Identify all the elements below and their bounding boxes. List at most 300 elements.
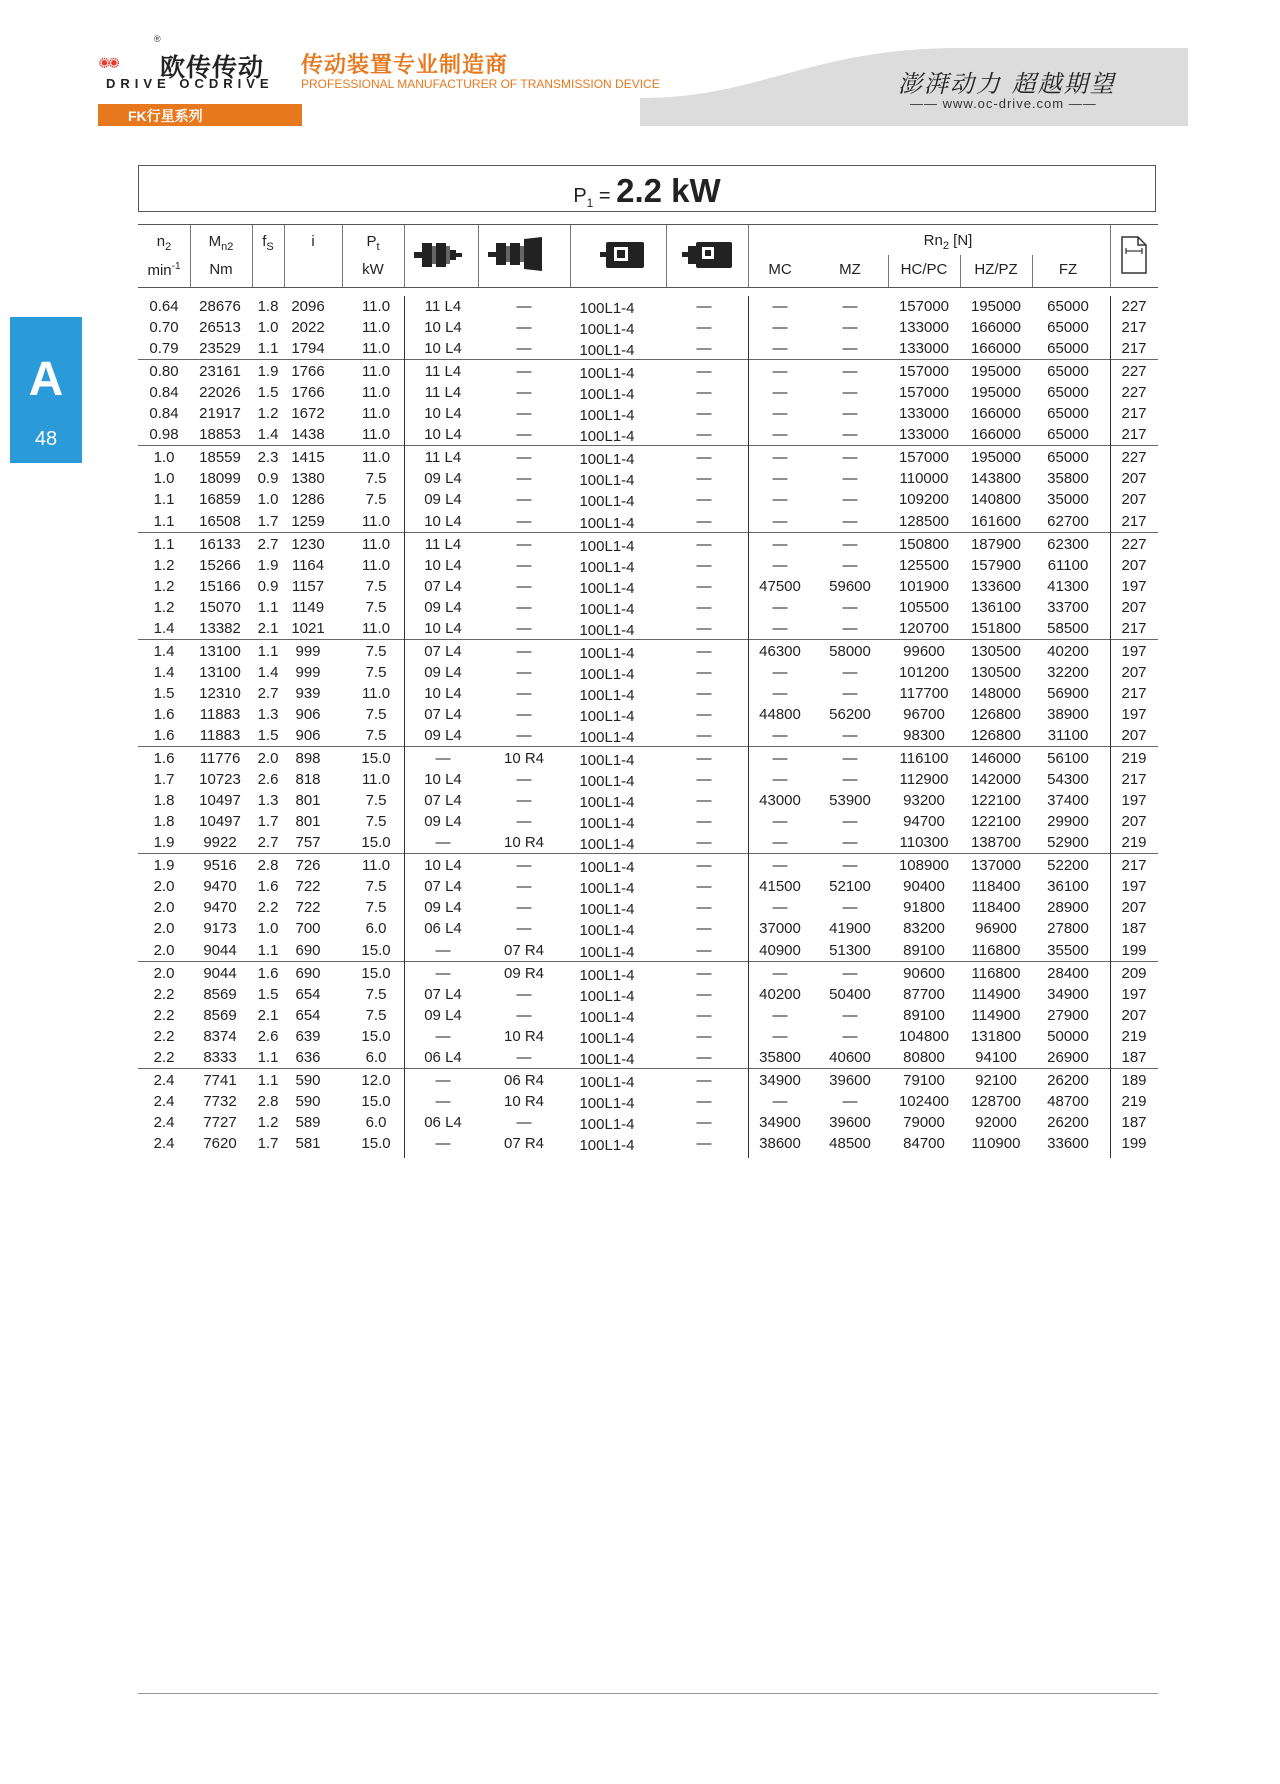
cell-gearbox-l: 07 L4	[424, 577, 462, 595]
cell-pt: 15.0	[361, 750, 391, 768]
cell-hcpc: 84700	[903, 1134, 945, 1152]
cell-page: 197	[1121, 792, 1147, 810]
cell-fs: 1.7	[257, 512, 279, 530]
cell-motor: 100L1-4	[579, 815, 635, 833]
cell-n2: 1.6	[153, 750, 175, 768]
cell-motor-brake: —	[696, 1006, 712, 1024]
cell-i: 636	[295, 1048, 321, 1066]
cell-fz: 65000	[1047, 384, 1089, 402]
cell-fs: 1.1	[257, 941, 279, 959]
cell-pt: 11.0	[361, 535, 391, 553]
cell-hzpz: 116800	[971, 964, 1021, 982]
cell-hzpz: 118400	[971, 878, 1021, 896]
cell-i: 906	[295, 705, 321, 723]
cell-mn2: 15266	[199, 556, 241, 574]
cell-mc: —	[772, 1092, 788, 1110]
cell-i: 1149	[291, 598, 325, 616]
cell-n2: 1.6	[153, 727, 175, 744]
cell-mn2: 8569	[203, 985, 237, 1003]
cell-fz: 35000	[1047, 491, 1089, 509]
cell-fz: 26200	[1047, 1113, 1089, 1131]
cell-gearbox-r: —	[516, 598, 532, 616]
cell-fz: 52200	[1047, 857, 1089, 875]
cell-gearbox-l: 11 L4	[424, 384, 462, 402]
cell-hcpc: 90600	[903, 964, 945, 982]
cell-mc: —	[772, 535, 788, 553]
cell-pt: 15.0	[361, 1092, 391, 1110]
cell-mz: —	[842, 384, 858, 402]
cell-fz: 56100	[1047, 750, 1089, 768]
cell-fs: 2.1	[257, 619, 279, 637]
cell-gearbox-r: —	[516, 449, 532, 467]
cell-gearbox-l: 06 L4	[424, 1048, 462, 1066]
cell-n2: 1.4	[153, 642, 175, 660]
cell-mz: —	[842, 535, 858, 553]
cell-hzpz: 133600	[970, 577, 1022, 595]
cell-motor: 100L1-4	[579, 537, 635, 555]
cell-i: 801	[295, 792, 321, 810]
registered-mark: ®	[154, 34, 161, 44]
cell-fz: 27900	[1047, 1006, 1089, 1024]
cell-gearbox-r: —	[516, 426, 532, 444]
cell-mz: 58000	[829, 642, 871, 660]
cell-page: 197	[1121, 642, 1147, 660]
cell-fz: 34900	[1047, 985, 1089, 1003]
cell-fz: 38900	[1047, 705, 1089, 723]
cell-gearbox-l: 09 L4	[424, 491, 462, 509]
cell-page: 219	[1121, 1092, 1147, 1110]
cell-hzpz: 195000	[970, 384, 1022, 402]
cell-motor-brake: —	[696, 705, 712, 723]
cell-i: 757	[295, 834, 321, 852]
cell-hcpc: 99600	[903, 642, 945, 660]
cell-gearbox-l: 10 L4	[424, 857, 462, 875]
cell-mc: —	[772, 363, 788, 381]
cell-n2: 2.0	[153, 878, 175, 896]
cell-fz: 28400	[1047, 964, 1089, 982]
cell-motor: 100L1-4	[579, 773, 635, 791]
cell-mn2: 7732	[203, 1092, 237, 1110]
cell-mn2: 21917	[199, 405, 241, 423]
cell-page: 189	[1121, 1071, 1147, 1089]
cell-n2: 1.2	[153, 577, 175, 595]
cell-mc: —	[772, 426, 788, 444]
cell-fz: 65000	[1047, 340, 1089, 358]
group-divider	[138, 961, 1158, 962]
cell-hcpc: 133000	[898, 426, 950, 444]
group-divider	[138, 639, 1158, 640]
cell-page: 197	[1121, 985, 1147, 1003]
cell-fs: 1.7	[257, 813, 279, 831]
cell-page: 207	[1121, 598, 1147, 616]
power-symbol: P	[573, 185, 587, 207]
cell-i: 939	[295, 684, 321, 702]
cell-motor: 100L1-4	[579, 558, 635, 576]
cell-motor: 100L1-4	[579, 386, 635, 404]
cell-pt: 15.0	[361, 964, 391, 982]
cell-mn2: 9044	[203, 941, 237, 959]
cell-motor: 100L1-4	[579, 493, 635, 511]
cell-mn2: 9470	[203, 899, 237, 917]
cell-mz: 50400	[829, 985, 871, 1003]
header-pt: $P_t$	[366, 233, 380, 253]
cell-pt: 11.0	[361, 426, 391, 444]
cell-n2: 1.4	[153, 619, 175, 637]
table-row	[138, 317, 1158, 338]
cell-hcpc: 110000	[899, 470, 949, 488]
cell-motor: 100L1-4	[579, 644, 635, 662]
cell-fs: 2.6	[257, 1027, 279, 1045]
section-letter: A	[28, 353, 64, 406]
cell-motor-brake: —	[696, 878, 712, 896]
cell-mn2: 9173	[203, 920, 237, 938]
cell-motor-brake: —	[696, 964, 712, 982]
cell-pt: 11.0	[361, 684, 391, 702]
cell-fz: 35800	[1047, 470, 1089, 488]
cell-n2: 1.1	[153, 491, 175, 509]
cell-hcpc: 101200	[898, 663, 950, 681]
cell-gearbox-l: 09 L4	[424, 470, 462, 488]
header-mz: MZ	[839, 261, 861, 278]
cell-gearbox-l: 09 L4	[424, 813, 462, 831]
cell-gearbox-l: 10 L4	[424, 771, 462, 789]
cell-mz: —	[842, 964, 858, 982]
cell-mc: —	[772, 684, 788, 702]
cell-fz: 41300	[1047, 577, 1089, 595]
header-hzpz: HZ/PZ	[974, 261, 1018, 278]
cell-gearbox-r: —	[516, 1113, 532, 1131]
cell-n2: 1.9	[153, 857, 175, 875]
cell-page: 187	[1121, 920, 1147, 938]
table-row	[138, 534, 1158, 555]
brand-name-en: DRIVE OCDRIVE	[106, 76, 274, 91]
cell-pt: 15.0	[361, 941, 391, 959]
cell-n2: 2.0	[153, 899, 175, 917]
cell-mz: —	[842, 899, 858, 917]
cell-gearbox-r: —	[516, 857, 532, 875]
cell-mc: —	[772, 834, 788, 852]
cell-n2: 1.1	[153, 512, 175, 530]
table-row	[138, 555, 1158, 576]
cell-mz: —	[842, 556, 858, 574]
group-divider	[138, 853, 1158, 854]
cell-mc: 37000	[759, 920, 801, 938]
cell-hcpc: 91800	[903, 899, 945, 917]
cell-gearbox-r: —	[516, 705, 532, 723]
cell-mn2: 9516	[203, 857, 237, 875]
table-row	[138, 424, 1158, 445]
cell-hcpc: 157000	[898, 449, 950, 467]
cell-hzpz: 142000	[970, 771, 1022, 789]
cell-mc: 40200	[759, 985, 801, 1003]
cell-gearbox-l: 11 L4	[424, 449, 462, 467]
cell-hzpz: 114900	[971, 1006, 1021, 1024]
cell-mc: —	[772, 384, 788, 402]
cell-hzpz: 166000	[970, 340, 1022, 358]
cell-hzpz: 122100	[970, 813, 1022, 831]
header-pt-unit: kW	[362, 261, 384, 278]
cell-pt: 11.0	[361, 771, 391, 789]
cell-fs: 1.4	[257, 426, 279, 444]
cell-hcpc: 96700	[903, 705, 945, 723]
cell-motor: 100L1-4	[579, 579, 635, 597]
cell-page: 199	[1121, 1134, 1147, 1152]
cell-mn2: 10497	[199, 813, 241, 831]
group-divider	[138, 1068, 1158, 1069]
cell-hzpz: 138700	[970, 834, 1022, 852]
cell-mn2: 23529	[199, 340, 241, 358]
table-row	[138, 832, 1158, 853]
cell-hcpc: 116100	[899, 750, 949, 768]
cell-mn2: 13100	[199, 642, 241, 660]
cell-n2: 1.4	[153, 663, 175, 681]
cell-i: 1438	[291, 426, 325, 444]
cell-motor-brake: —	[696, 1048, 712, 1066]
table-row	[138, 1047, 1158, 1068]
cell-mn2: 16133	[199, 535, 241, 553]
cell-pt: 15.0	[361, 1134, 391, 1152]
cell-fs: 1.4	[257, 663, 279, 681]
cell-i: 999	[295, 663, 321, 681]
cell-pt: 7.5	[365, 470, 387, 488]
page-number: 48	[34, 428, 58, 450]
cell-motor: 100L1-4	[579, 836, 635, 854]
cell-motor: 100L1-4	[579, 1115, 635, 1133]
cell-mc: 38600	[759, 1134, 801, 1152]
cell-motor-brake: —	[696, 813, 712, 831]
cell-mn2: 7727	[203, 1113, 237, 1131]
cell-motor: 100L1-4	[579, 428, 635, 446]
cell-mz: —	[842, 834, 858, 852]
header-mc: MC	[768, 261, 792, 278]
cell-mn2: 13382	[199, 619, 241, 637]
cell-hcpc: 110300	[899, 834, 949, 852]
cell-pt: 7.5	[365, 899, 387, 917]
power-eq: =	[593, 185, 617, 207]
cell-gearbox-l: 06 L4	[424, 1113, 462, 1131]
cell-fz: 48700	[1047, 1092, 1089, 1110]
cell-motor-brake: —	[696, 491, 712, 509]
group-divider	[138, 746, 1158, 747]
cell-fz: 28900	[1047, 899, 1089, 917]
cell-fs: 1.6	[257, 878, 279, 896]
cell-motor: 100L1-4	[579, 987, 635, 1005]
table-row	[138, 403, 1158, 424]
cell-mc: 46300	[759, 642, 801, 660]
cell-fz: 26900	[1047, 1048, 1089, 1066]
cell-hzpz: 195000	[970, 449, 1022, 467]
cell-fs: 0.9	[257, 577, 279, 595]
cell-fz: 27800	[1047, 920, 1089, 938]
motor-icon	[600, 239, 644, 271]
cell-pt: 6.0	[365, 1048, 387, 1066]
header-divider	[570, 225, 571, 287]
cell-gearbox-r: —	[516, 556, 532, 574]
cell-mn2: 8374	[203, 1027, 237, 1045]
cell-mn2: 7741	[203, 1071, 237, 1089]
cell-gearbox-r: —	[516, 813, 532, 831]
table-row	[138, 468, 1158, 489]
cell-gearbox-r: —	[516, 491, 532, 509]
cell-mc: —	[772, 857, 788, 875]
cell-page: 207	[1121, 899, 1147, 917]
cell-motor-brake: —	[696, 340, 712, 358]
cell-hcpc: 101900	[898, 577, 950, 595]
group-divider	[138, 532, 1158, 533]
cell-mz: —	[842, 449, 858, 467]
cell-mn2: 7620	[203, 1134, 237, 1152]
cell-hcpc: 87700	[903, 985, 945, 1003]
cell-motor-brake: —	[696, 384, 712, 402]
cell-motor: 100L1-4	[579, 966, 635, 984]
cell-mz: 53900	[829, 792, 871, 810]
cell-fs: 2.6	[257, 771, 279, 789]
cell-mn2: 26513	[199, 319, 241, 337]
table-row	[138, 984, 1158, 1005]
cell-n2: 2.4	[153, 1134, 175, 1152]
cell-motor: 100L1-4	[579, 707, 635, 725]
cell-hzpz: 92100	[975, 1071, 1017, 1089]
cell-mn2: 11883	[199, 727, 241, 744]
cell-fz: 32200	[1047, 663, 1089, 681]
cell-gearbox-l: 09 L4	[424, 598, 462, 616]
table-row	[138, 1133, 1158, 1154]
cell-gearbox-l: 06 L4	[424, 920, 462, 938]
cell-i: 2096	[291, 298, 325, 315]
cell-i: 898	[295, 750, 321, 768]
cell-gearbox-r: —	[516, 470, 532, 488]
cell-n2: 1.8	[153, 813, 175, 831]
cell-gearbox-l: —	[435, 1027, 451, 1045]
gearbox-inline-icon	[414, 239, 462, 271]
table-row	[138, 725, 1158, 746]
cell-gearbox-l: 09 L4	[424, 1006, 462, 1024]
cell-i: 639	[295, 1027, 321, 1045]
header-fs: $f_S$	[262, 233, 274, 253]
cell-fz: 61100	[1047, 556, 1089, 574]
cell-fs: 1.0	[257, 491, 279, 509]
cell-fs: 1.6	[257, 964, 279, 982]
cell-n2: 1.5	[153, 684, 175, 702]
table-row	[138, 855, 1158, 876]
cell-gearbox-l: 07 L4	[424, 705, 462, 723]
cell-hcpc: 93200	[903, 792, 945, 810]
cell-i: 590	[295, 1071, 321, 1089]
table-row	[138, 597, 1158, 618]
cell-hcpc: 128500	[898, 512, 950, 530]
cell-fs: 1.0	[257, 319, 279, 337]
cell-mc: —	[772, 340, 788, 358]
cell-mz: 56200	[829, 705, 871, 723]
cell-fz: 62700	[1047, 512, 1089, 530]
cell-i: 1164	[291, 556, 325, 574]
cell-gearbox-r: —	[516, 405, 532, 423]
table-row	[138, 489, 1158, 510]
cell-i: 690	[295, 941, 321, 959]
table-row	[138, 704, 1158, 725]
cell-mc: —	[772, 899, 788, 917]
cell-hzpz: 136100	[970, 598, 1022, 616]
power-value: 2.2 kW	[616, 172, 721, 209]
cell-i: 1766	[291, 363, 325, 381]
table-row	[138, 576, 1158, 597]
cell-page: 217	[1121, 857, 1147, 875]
cell-fz: 26200	[1047, 1071, 1089, 1089]
cell-mn2: 18099	[199, 470, 241, 488]
cell-mc: —	[772, 727, 788, 744]
cell-mz: 59600	[829, 577, 871, 595]
cell-gearbox-r: 09 R4	[503, 964, 545, 982]
cell-mn2: 18559	[199, 449, 241, 467]
cell-gearbox-r: —	[516, 340, 532, 358]
table-row	[138, 511, 1158, 532]
table-row	[138, 618, 1158, 639]
cell-n2: 2.4	[153, 1071, 175, 1089]
header-fz: FZ	[1058, 261, 1078, 278]
cell-hzpz: 118400	[971, 899, 1021, 917]
cell-hzpz: 166000	[970, 426, 1022, 444]
cell-n2: 1.7	[153, 771, 175, 789]
cell-motor-brake: —	[696, 941, 712, 959]
cell-mc: 35800	[759, 1048, 801, 1066]
cell-fz: 36100	[1047, 878, 1089, 896]
cell-n2: 1.9	[153, 834, 175, 852]
cell-page: 207	[1121, 663, 1147, 681]
cell-gearbox-r: —	[516, 1006, 532, 1024]
cell-fs: 1.9	[257, 363, 279, 381]
cell-motor: 100L1-4	[579, 472, 635, 490]
cell-mc: —	[772, 1006, 788, 1024]
cell-i: 1157	[291, 577, 325, 595]
cell-i: 1230	[291, 535, 325, 553]
cell-fs: 1.1	[257, 340, 279, 358]
cell-page: 217	[1121, 319, 1147, 337]
cell-mz: 41900	[829, 920, 871, 938]
cell-fz: 65000	[1047, 298, 1089, 315]
table-row	[138, 361, 1158, 382]
cell-n2: 1.0	[153, 470, 175, 488]
column-divider	[404, 296, 405, 1158]
cell-mn2: 9470	[203, 878, 237, 896]
header-rn2: $Rn_2$ [N]	[923, 232, 973, 252]
series-label: FK行星系列	[128, 108, 203, 124]
cell-gearbox-r: —	[516, 384, 532, 402]
cell-pt: 11.0	[361, 298, 391, 315]
cell-gearbox-r: —	[516, 878, 532, 896]
cell-i: 726	[295, 857, 321, 875]
cell-n2: 2.2	[153, 1006, 175, 1024]
cell-motor: 100L1-4	[579, 342, 635, 360]
cell-i: 906	[295, 727, 321, 744]
cell-fz: 65000	[1047, 449, 1089, 467]
cell-i: 1415	[291, 449, 325, 467]
cell-page: 197	[1121, 878, 1147, 896]
cell-mz: —	[842, 319, 858, 337]
table-row	[138, 662, 1158, 683]
cell-i: 999	[295, 642, 321, 660]
cell-page: 207	[1121, 813, 1147, 831]
cell-fz: 56900	[1047, 684, 1089, 702]
cell-mc: 44800	[759, 705, 801, 723]
cell-page: 197	[1121, 577, 1147, 595]
cell-pt: 11.0	[361, 340, 391, 358]
cell-n2: 2.2	[153, 985, 175, 1003]
cell-gearbox-r: —	[516, 1048, 532, 1066]
cell-gearbox-r: —	[516, 663, 532, 681]
cell-hzpz: 130500	[970, 663, 1022, 681]
cell-hcpc: 125500	[898, 556, 950, 574]
cell-pt: 7.5	[365, 705, 387, 723]
